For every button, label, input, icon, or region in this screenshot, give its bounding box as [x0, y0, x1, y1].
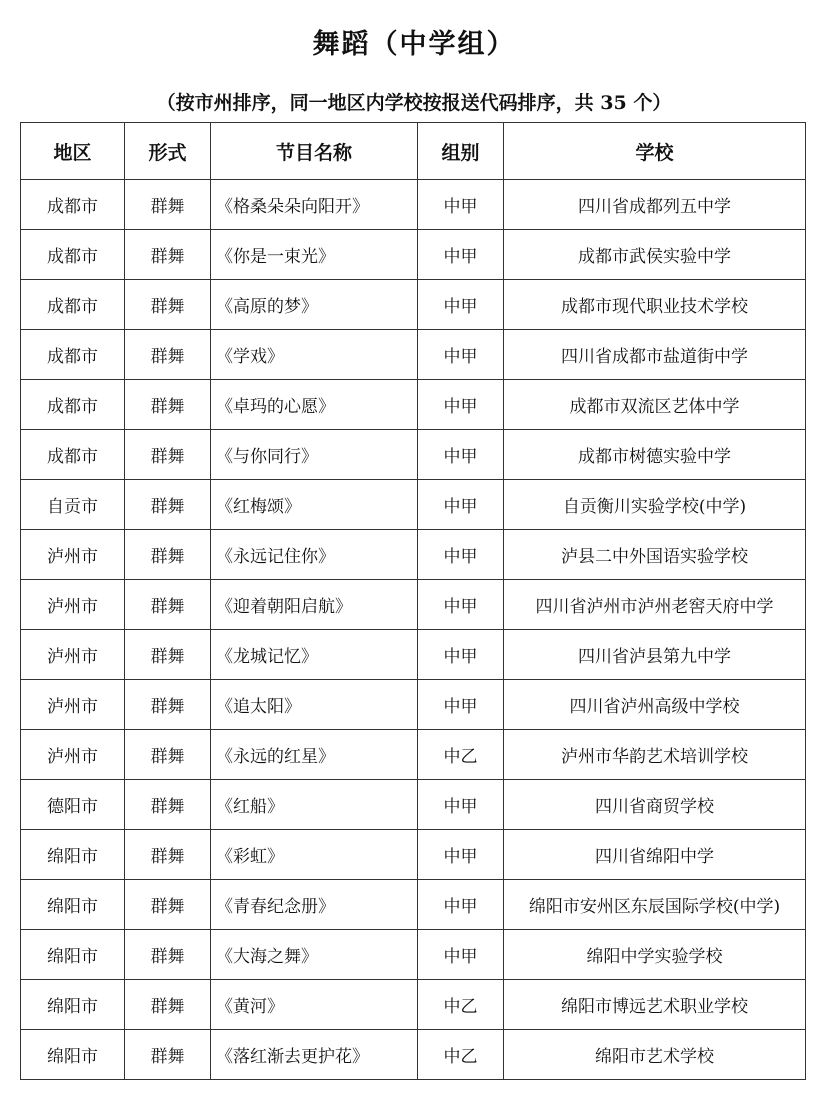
cell-school: 四川省泸州高级中学校 — [504, 680, 806, 730]
cell-region: 成都市 — [21, 330, 125, 380]
table-row — [21, 180, 806, 230]
cell-program-name: 《红梅颂》 — [211, 480, 418, 530]
cell-form: 群舞 — [125, 580, 211, 630]
cell-group: 中甲 — [418, 930, 504, 980]
header-school: 学校 — [504, 123, 806, 180]
cell-group: 中甲 — [418, 580, 504, 630]
cell-region: 绵阳市 — [21, 830, 125, 880]
page-title: 舞蹈（中学组） — [312, 29, 516, 60]
cell-program-name: 《追太阳》 — [211, 680, 418, 730]
cell-program-name: 《迎着朝阳启航》 — [211, 580, 418, 630]
cell-region: 德阳市 — [21, 780, 125, 830]
cell-form: 群舞 — [125, 1030, 211, 1080]
cell-school: 绵阳市博远艺术职业学校 — [504, 980, 806, 1030]
cell-program-name: 《青春纪念册》 — [211, 880, 418, 930]
cell-school: 四川省泸县第九中学 — [504, 630, 806, 680]
table-row — [21, 430, 806, 480]
cell-group: 中甲 — [418, 880, 504, 930]
cell-school: 自贡衡川实验学校(中学) — [504, 480, 806, 530]
cell-school: 四川省绵阳中学 — [504, 830, 806, 880]
cell-school: 成都市现代职业技术学校 — [504, 280, 806, 330]
cell-program-name: 《龙城记忆》 — [211, 630, 418, 680]
cell-school: 绵阳市安州区东辰国际学校(中学) — [504, 880, 806, 930]
table-row — [21, 680, 806, 730]
cell-school: 四川省成都市盐道街中学 — [504, 330, 806, 380]
header-program-name: 节目名称 — [211, 123, 418, 180]
cell-program-name: 《你是一束光》 — [211, 230, 418, 280]
cell-region: 绵阳市 — [21, 1030, 125, 1080]
header-region: 地区 — [21, 123, 125, 180]
cell-region: 绵阳市 — [21, 930, 125, 980]
cell-region: 成都市 — [21, 380, 125, 430]
cell-program-name: 《格桑朵朵向阳开》 — [211, 180, 418, 230]
cell-school: 泸县二中外国语实验学校 — [504, 530, 806, 580]
cell-group: 中甲 — [418, 180, 504, 230]
table-row — [21, 330, 806, 380]
cell-program-name: 《彩虹》 — [211, 830, 418, 880]
table-row — [21, 980, 806, 1030]
cell-form: 群舞 — [125, 230, 211, 280]
cell-form: 群舞 — [125, 830, 211, 880]
cell-group: 中甲 — [418, 230, 504, 280]
cell-region: 成都市 — [21, 230, 125, 280]
table-header-row — [21, 123, 806, 180]
cell-program-name: 《红船》 — [211, 780, 418, 830]
cell-form: 群舞 — [125, 380, 211, 430]
cell-program-name: 《与你同行》 — [211, 430, 418, 480]
table-row — [21, 880, 806, 930]
cell-region: 泸州市 — [21, 580, 125, 630]
cell-group: 中甲 — [418, 280, 504, 330]
table-row — [21, 730, 806, 780]
table-row — [21, 280, 806, 330]
header-form: 形式 — [125, 123, 211, 180]
cell-region: 泸州市 — [21, 680, 125, 730]
cell-form: 群舞 — [125, 280, 211, 330]
cell-group: 中甲 — [418, 480, 504, 530]
cell-school: 四川省泸州市泸州老窖天府中学 — [504, 580, 806, 630]
cell-school: 绵阳市艺术学校 — [504, 1030, 806, 1080]
cell-form: 群舞 — [125, 630, 211, 680]
cell-group: 中甲 — [418, 330, 504, 380]
cell-program-name: 《大海之舞》 — [211, 930, 418, 980]
cell-school: 成都市树德实验中学 — [504, 430, 806, 480]
cell-group: 中甲 — [418, 630, 504, 680]
cell-program-name: 《落红渐去更护花》 — [211, 1030, 418, 1080]
table-row — [21, 380, 806, 430]
cell-school: 四川省成都列五中学 — [504, 180, 806, 230]
cell-group: 中乙 — [418, 980, 504, 1030]
table-row — [21, 480, 806, 530]
page-subtitle: （按市州排序，同一地区内学校按报送代码排序，共 35 个） — [156, 92, 672, 114]
cell-program-name: 《永远记住你》 — [211, 530, 418, 580]
cell-school: 泸州市华韵艺术培训学校 — [504, 730, 806, 780]
cell-form: 群舞 — [125, 930, 211, 980]
cell-form: 群舞 — [125, 730, 211, 780]
table-body — [21, 180, 806, 1080]
table-row — [21, 1030, 806, 1080]
cell-form: 群舞 — [125, 330, 211, 380]
cell-form: 群舞 — [125, 480, 211, 530]
cell-region: 泸州市 — [21, 530, 125, 580]
table-row — [21, 630, 806, 680]
cell-form: 群舞 — [125, 430, 211, 480]
table-row — [21, 230, 806, 280]
header-group: 组别 — [418, 123, 504, 180]
cell-form: 群舞 — [125, 680, 211, 730]
cell-form: 群舞 — [125, 880, 211, 930]
cell-region: 绵阳市 — [21, 980, 125, 1030]
table-row — [21, 780, 806, 830]
cell-region: 成都市 — [21, 180, 125, 230]
cell-form: 群舞 — [125, 780, 211, 830]
table-row — [21, 830, 806, 880]
cell-program-name: 《永远的红星》 — [211, 730, 418, 780]
cell-region: 成都市 — [21, 430, 125, 480]
cell-region: 泸州市 — [21, 630, 125, 680]
cell-group: 中甲 — [418, 680, 504, 730]
cell-group: 中乙 — [418, 1030, 504, 1080]
table-row — [21, 580, 806, 630]
cell-form: 群舞 — [125, 180, 211, 230]
cell-form: 群舞 — [125, 980, 211, 1030]
cell-region: 成都市 — [21, 280, 125, 330]
cell-region: 泸州市 — [21, 730, 125, 780]
cell-program-name: 《学戏》 — [211, 330, 418, 380]
table-row — [21, 930, 806, 980]
cell-school: 成都市武侯实验中学 — [504, 230, 806, 280]
cell-program-name: 《卓玛的心愿》 — [211, 380, 418, 430]
cell-school: 四川省商贸学校 — [504, 780, 806, 830]
cell-program-name: 《黄河》 — [211, 980, 418, 1030]
cell-group: 中甲 — [418, 830, 504, 880]
cell-program-name: 《高原的梦》 — [211, 280, 418, 330]
cell-school: 绵阳中学实验学校 — [504, 930, 806, 980]
cell-school: 成都市双流区艺体中学 — [504, 380, 806, 430]
cell-region: 绵阳市 — [21, 880, 125, 930]
cell-group: 中乙 — [418, 730, 504, 780]
cell-group: 中甲 — [418, 780, 504, 830]
cell-form: 群舞 — [125, 530, 211, 580]
table-row — [21, 530, 806, 580]
cell-group: 中甲 — [418, 430, 504, 480]
cell-group: 中甲 — [418, 530, 504, 580]
cell-region: 自贡市 — [21, 480, 125, 530]
program-table — [20, 122, 806, 1080]
cell-group: 中甲 — [418, 380, 504, 430]
